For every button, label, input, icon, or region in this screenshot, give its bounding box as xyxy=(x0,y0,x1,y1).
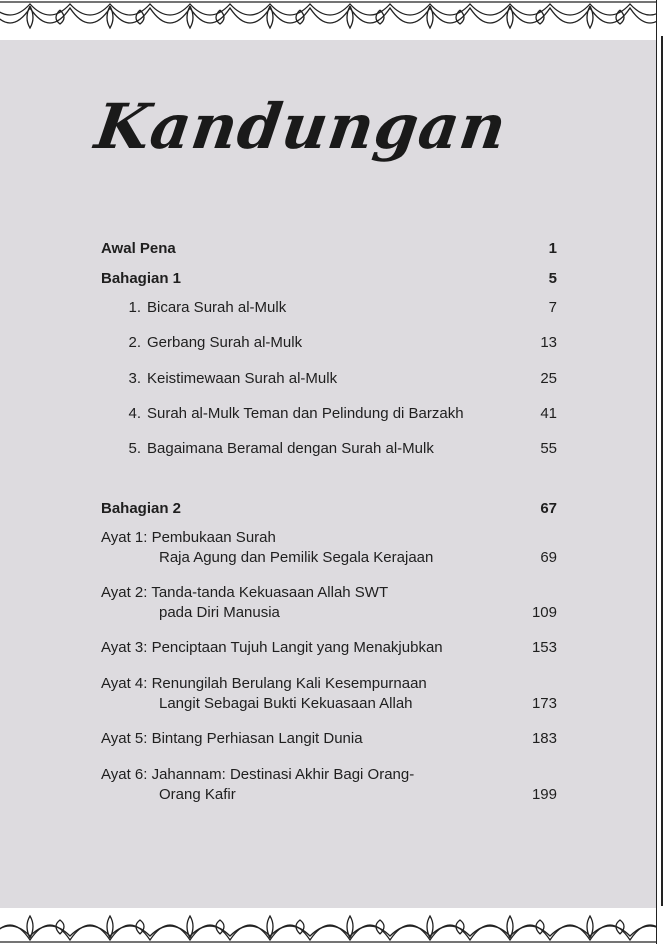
toc-page-number: 173 xyxy=(531,695,557,712)
toc-entry-label: Bahagian 1 xyxy=(101,270,182,287)
toc-entry-label: Ayat 5: Bintang Perhiasan Langit Dunia xyxy=(101,730,363,747)
toc-entry-label: Ayat 3: Penciptaan Tujuh Langit yang Menakjubkan xyxy=(101,639,443,656)
toc-entry-label xyxy=(101,674,427,714)
toc-entry-line-2: pada Diri Manusia xyxy=(159,604,280,621)
toc-entry-label xyxy=(101,298,286,318)
toc-page-number: 13 xyxy=(540,334,557,351)
toc-entry-ayat-1[interactable] xyxy=(101,528,557,568)
toc-entry-line-1: Ayat 4: Renungilah Berulang Kali Kesempurnaan xyxy=(101,675,427,692)
toc-entry-number: 5. xyxy=(128,440,141,457)
toc-entry-ayat-2[interactable] xyxy=(101,583,557,623)
bottom-ornament-border xyxy=(0,908,665,944)
toc-entry-text: Gerbang Surah al-Mulk xyxy=(147,334,303,351)
toc-entry-ayat-6[interactable] xyxy=(101,765,557,805)
toc-entry-label xyxy=(101,333,302,353)
right-page-border xyxy=(656,0,665,944)
toc-entry-ayat-4[interactable] xyxy=(101,674,557,714)
toc-page-number: 25 xyxy=(540,370,557,387)
toc-entry-label xyxy=(101,369,337,389)
top-ornament-border xyxy=(0,0,665,40)
toc-entry-label xyxy=(101,439,434,459)
toc-page-number: 41 xyxy=(540,405,557,422)
toc-entry-text: Bagaimana Beramal dengan Surah al-Mulk xyxy=(147,440,434,457)
toc-entry-line-2: Orang Kafir xyxy=(159,786,236,803)
toc-entry-number: 3. xyxy=(128,370,141,387)
toc-entry-label xyxy=(101,404,464,424)
toc-entry-line-1: Ayat 2: Tanda-tanda Kekuasaan Allah SWT xyxy=(101,584,389,601)
toc-entry-line-1: Ayat 6: Jahannam: Destinasi Akhir Bagi Orang- xyxy=(101,766,415,783)
toc-entry-label xyxy=(101,583,388,623)
toc-entry-label xyxy=(101,765,414,805)
toc-entry-line-2: Raja Agung dan Pemilik Segala Kerajaan xyxy=(159,549,434,566)
toc-page-number: 67 xyxy=(540,500,557,517)
toc-page-number: 69 xyxy=(540,549,557,566)
toc-entry-text: Bicara Surah al-Mulk xyxy=(147,299,287,316)
toc-page-number: 5 xyxy=(548,270,557,287)
toc-entry-line-2: Langit Sebagai Bukti Kekuasaan Allah xyxy=(159,695,413,712)
toc-entry-number: 4. xyxy=(128,405,141,422)
toc-entry-label xyxy=(101,528,433,568)
page-title: Kandungan xyxy=(90,90,512,163)
toc-page-number: 199 xyxy=(531,786,557,803)
toc-entry-text: Surah al-Mulk Teman dan Pelindung di Barzakh xyxy=(147,405,464,422)
toc-entry-label: Bahagian 2 xyxy=(101,500,182,517)
toc-page-number: 109 xyxy=(531,604,557,621)
toc-page-number: 1 xyxy=(548,240,557,257)
toc-entry-number: 2. xyxy=(128,334,141,351)
toc-entry-text: Keistimewaan Surah al-Mulk xyxy=(147,370,338,387)
toc-entry-number: 1. xyxy=(128,299,141,316)
toc-entry-label: Awal Pena xyxy=(101,240,176,257)
toc-page-number: 153 xyxy=(531,639,557,656)
toc-page-number: 55 xyxy=(540,440,557,457)
toc-page-number: 7 xyxy=(548,299,557,316)
toc-page-number: 183 xyxy=(531,730,557,747)
toc-entry-line-1: Ayat 1: Pembukaan Surah xyxy=(101,529,276,546)
